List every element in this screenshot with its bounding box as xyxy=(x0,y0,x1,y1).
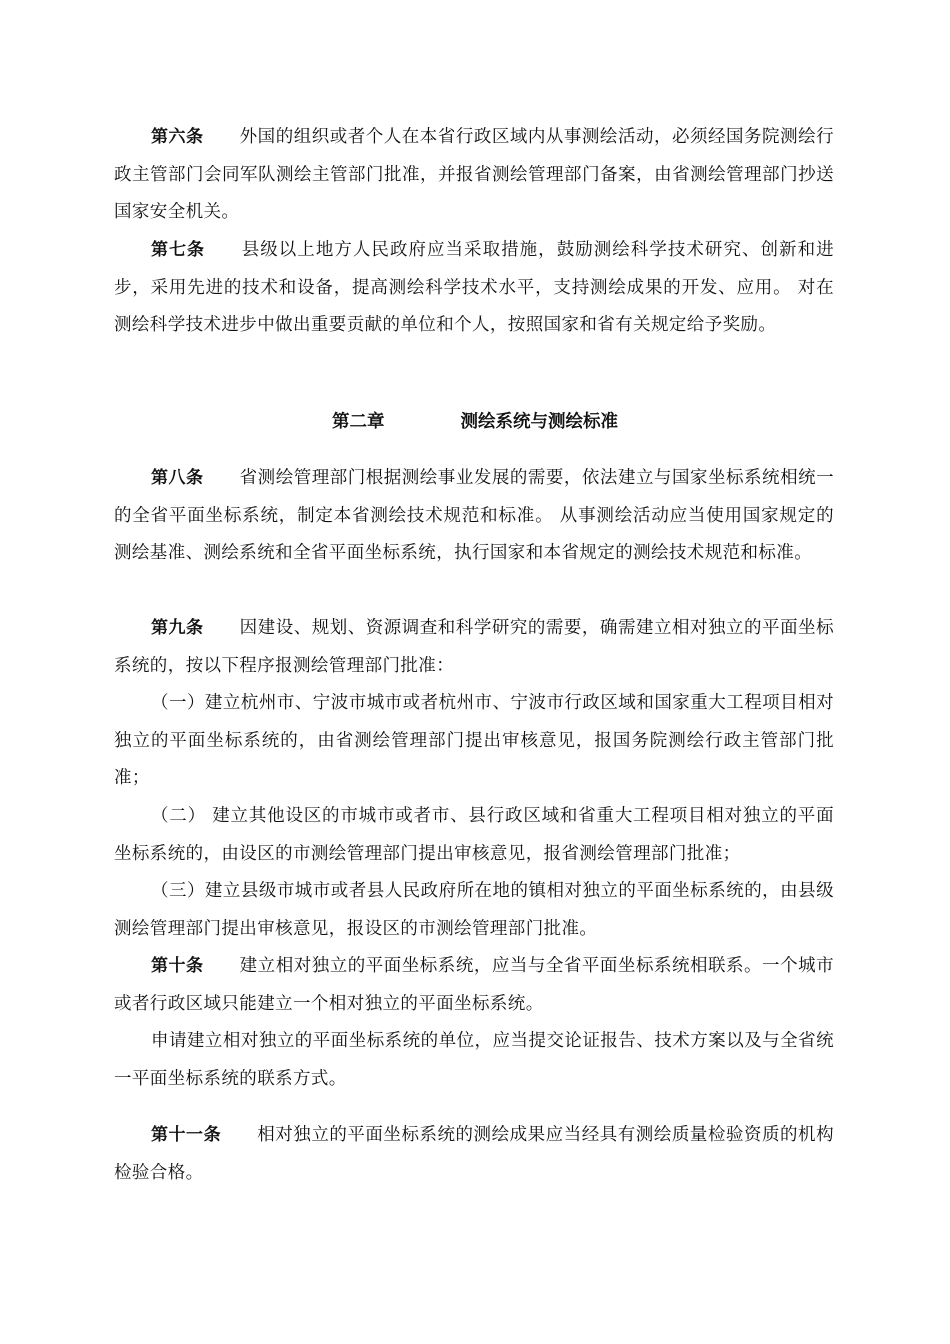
article-11 xyxy=(114,1117,834,1192)
chapter-number: 第二章 xyxy=(332,412,385,432)
chapter-heading xyxy=(0,404,950,441)
article-6-label: 第六条 xyxy=(151,127,204,147)
article-7-label: 第七条 xyxy=(151,240,206,260)
article-9 xyxy=(114,610,834,685)
article-10-label: 第十条 xyxy=(151,956,204,976)
article-9-label: 第九条 xyxy=(151,618,204,638)
article-8-text: 省测绘管理部门根据测绘事业发展的需要，依法建立与国家坐标系统相统一的全省平面坐标系统，制定本省测绘技术规范和标准。 从事测绘活动应当使用国家规定的测绘基准、测绘系统和全省平面坐标系统，执行国家和本省规定的测绘技术规范和标准。 xyxy=(114,468,834,563)
article-7-text: 县级以上地方人民政府应当采取措施，鼓励测绘科学技术研究、创新和进步，采用先进的技术和设备，提高测绘科学技术水平，支持测绘成果的开发、应用。 对在测绘科学技术进步中做出重要贡献的单位和个人，按照国家和省有关规定给予奖励。 xyxy=(114,240,834,335)
article-9-item-2: （二） 建立其他设区的市城市或者市、县行政区域和省重大工程项目相对独立的平面坐标系统的，由设区的市测绘管理部门提出审核意见，报省测绘管理部门批准； xyxy=(114,806,834,864)
article-8 xyxy=(114,460,834,573)
article-10-paragraph-2: 申请建立相对独立的平面坐标系统的单位，应当提交论证报告、技术方案以及与全省统一平面坐标系统的联系方式。 xyxy=(114,1031,834,1089)
article-9-item-3: （三）建立县级市城市或者县人民政府所在地的镇相对独立的平面坐标系统的，由县级测绘管理部门提出审核意见，报设区的市测绘管理部门批准。 xyxy=(114,881,834,939)
article-8-label: 第八条 xyxy=(151,468,204,488)
article-6-text: 外国的组织或者个人在本省行政区域内从事测绘活动，必须经国务院测绘行政主管部门会同军队测绘主管部门批准，并报省测绘管理部门备案，由省测绘管理部门抄送国家安全机关。 xyxy=(114,127,834,222)
article-10 xyxy=(114,948,834,1023)
article-11-text: 相对独立的平面坐标系统的测绘成果应当经具有测绘质量检验资质的机构检验合格。 xyxy=(114,1125,834,1183)
article-9-text: 因建设、规划、资源调查和科学研究的需要，确需建立相对独立的平面坐标系统的，按以下程序报测绘管理部门批准： xyxy=(114,618,834,676)
article-10-text: 建立相对独立的平面坐标系统，应当与全省平面坐标系统相联系。一个城市或者行政区域只能建立一个相对独立的平面坐标系统。 xyxy=(114,956,834,1014)
chapter-title: 测绘系统与测绘标准 xyxy=(460,412,618,432)
article-9-item-1: （一）建立杭州市、宁波市城市或者杭州市、宁波市行政区域和国家重大工程项目相对独立的平面坐标系统的，由省测绘管理部门提出审核意见，报国务院测绘行政主管部门批准； xyxy=(114,693,834,788)
article-7 xyxy=(114,232,834,345)
article-11-label: 第十一条 xyxy=(151,1125,222,1145)
article-6 xyxy=(114,119,834,232)
